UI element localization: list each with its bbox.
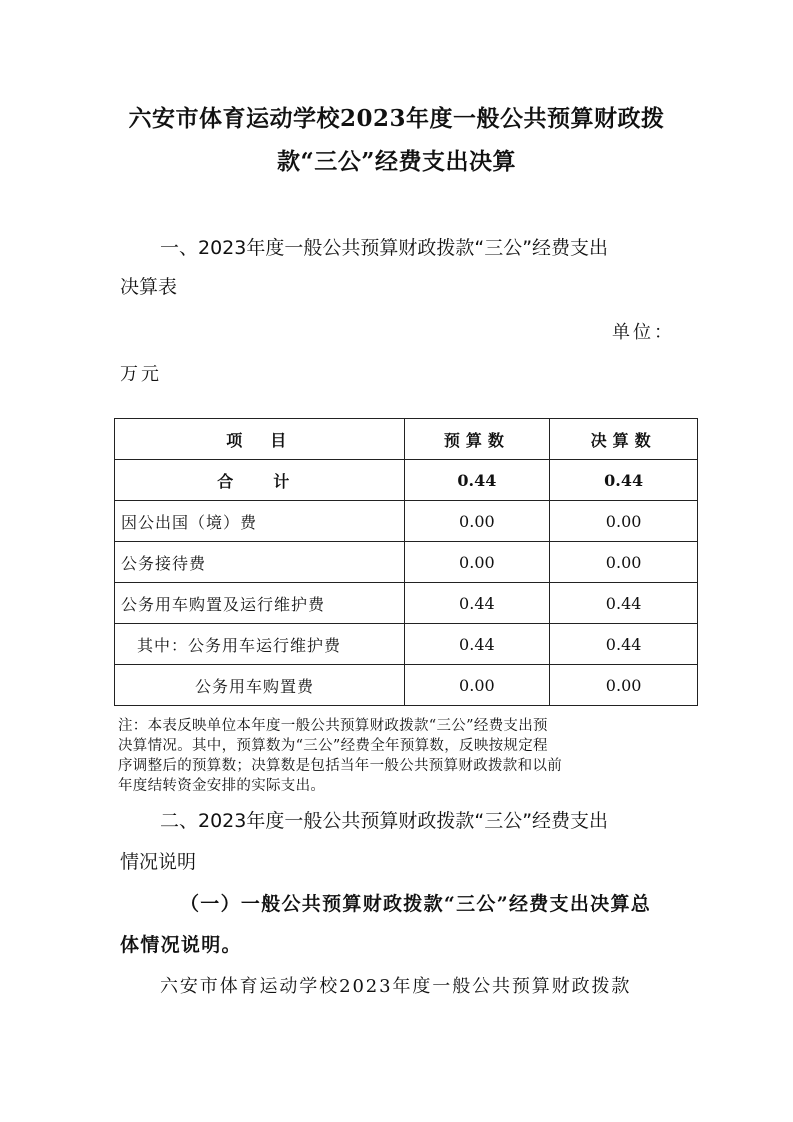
row-item: 公务接待费 [115, 542, 405, 583]
row-item: 合 计 [115, 460, 405, 501]
row-actual: 0.44 [550, 460, 698, 501]
row-budget: 0.44 [404, 624, 550, 665]
row-actual: 0.00 [550, 665, 698, 706]
table-row [115, 665, 698, 706]
table-row-total [115, 460, 698, 501]
table-row [115, 583, 698, 624]
section1-heading-line1: 一、2023年度一般公共预算财政拨款“三公”经费支出 [160, 237, 609, 259]
table-row [115, 501, 698, 542]
document-title-line1: 六安市体育运动学校2023年度一般公共预算财政拨 [128, 105, 665, 132]
note-line: 序调整后的预算数；决算数是包括当年一般公共预算财政拨款和以前 [118, 758, 562, 774]
section2-heading-line1: 二、2023年度一般公共预算财政拨款“三公”经费支出 [160, 810, 609, 832]
row-budget: 0.00 [404, 542, 550, 583]
header-actual: 决算数 [550, 419, 698, 460]
expense-table [114, 418, 698, 706]
note-line: 注：本表反映单位本年度一般公共预算财政拨款“三公”经费支出预 [118, 718, 548, 734]
note-line: 决算情况。其中，预算数为“三公”经费全年预算数，反映按规定程 [118, 738, 548, 754]
header-item: 项 目 [115, 419, 405, 460]
row-actual: 0.00 [550, 542, 698, 583]
table-row [115, 624, 698, 665]
row-actual: 0.00 [550, 501, 698, 542]
row-actual: 0.44 [550, 583, 698, 624]
unit-label: 单位： [612, 322, 675, 343]
unit-value: 万元 [120, 364, 162, 385]
body-paragraph-line: 六安市体育运动学校2023年度一般公共预算财政拨款 [160, 976, 632, 997]
subsection1-heading-line2: 体情况说明。 [120, 934, 242, 956]
row-budget: 0.00 [404, 501, 550, 542]
row-item: 公务用车购置及运行维护费 [115, 583, 405, 624]
note-line: 年度结转资金安排的实际支出。 [118, 778, 326, 794]
subsection1-heading-line1: （一）一般公共预算财政拨款“三公”经费支出决算总 [180, 893, 652, 915]
row-item: 其中：公务用车运行维护费 [115, 624, 405, 665]
document-title-line2: 款“三公”经费支出决算 [277, 148, 516, 175]
table-note [118, 716, 684, 796]
section1-heading-line2: 决算表 [120, 276, 178, 298]
row-budget: 0.00 [404, 665, 550, 706]
row-budget: 0.44 [404, 460, 550, 501]
row-actual: 0.44 [550, 624, 698, 665]
row-item: 公务用车购置费 [115, 665, 405, 706]
section2-heading-line2: 情况说明 [120, 851, 197, 873]
table-row [115, 542, 698, 583]
header-budget: 预算数 [404, 419, 550, 460]
row-item: 因公出国（境）费 [115, 501, 405, 542]
row-budget: 0.44 [404, 583, 550, 624]
table-header-row [115, 419, 698, 460]
